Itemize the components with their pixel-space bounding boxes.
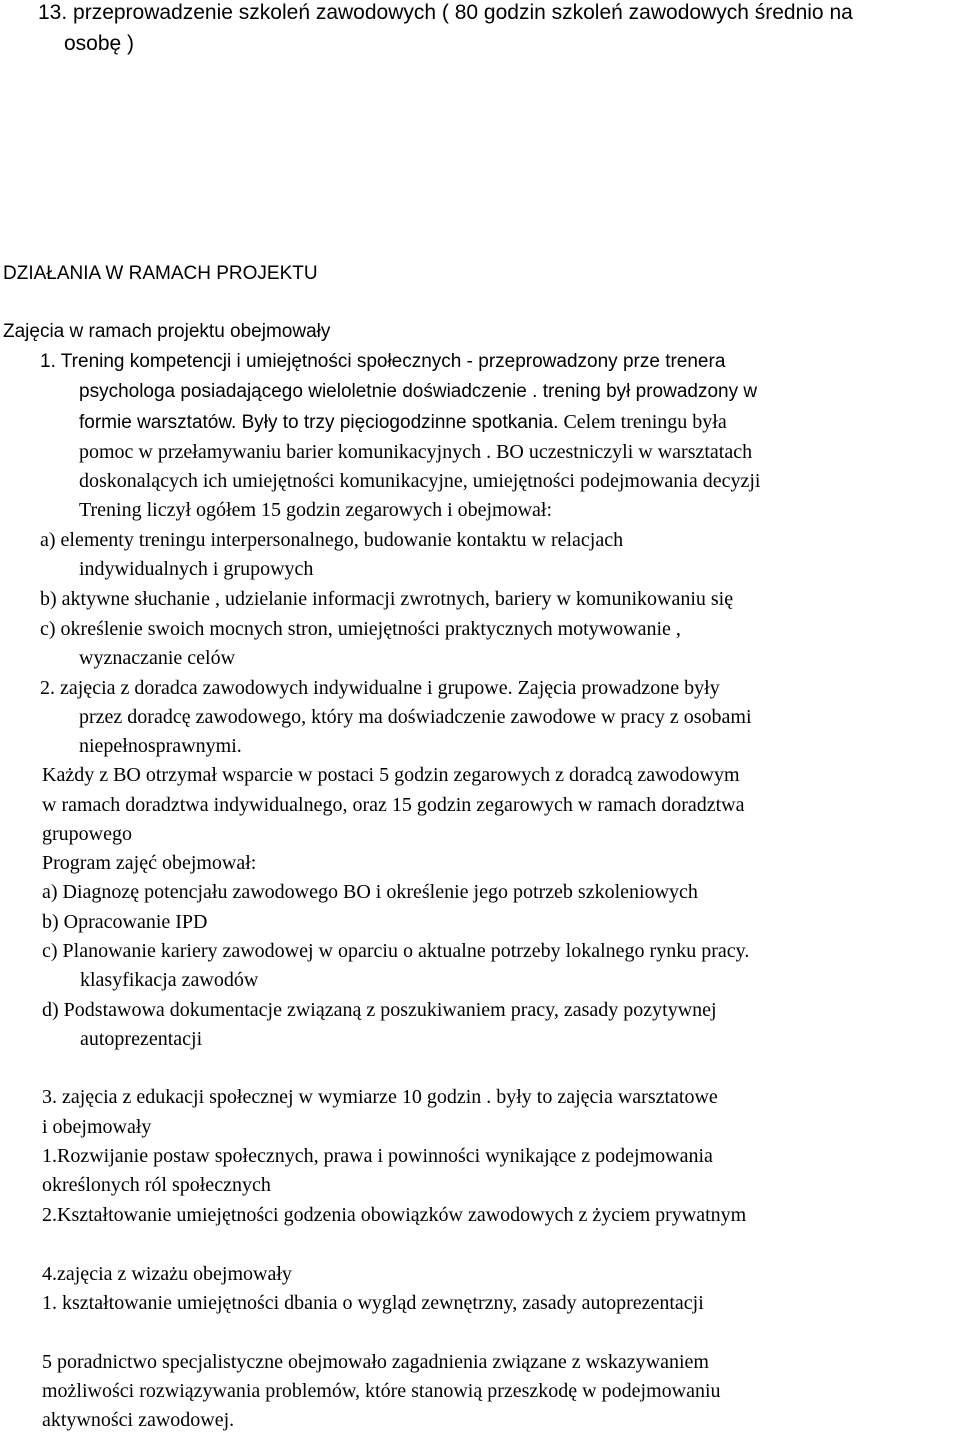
item4-line1: 4.zajęcia z wizażu obejmowały <box>42 1263 292 1285</box>
item1-line6: Trening liczył ogółem 15 godzin zegarowych i obejmował: <box>79 499 553 521</box>
item1-line2: psychologa posiadającego wieloletnie doświadczenie . trening był prowadzony w <box>79 381 758 402</box>
item2-sub-d-line1: d) Podstawowa dokumentacje związaną z poszukiwaniem pracy, zasady pozytywnej <box>42 999 717 1021</box>
item2-line1-tail: Zajęcia prowadzone były <box>517 677 720 699</box>
item2-sub-c-line2: klasyfikacja zawodów <box>80 969 259 991</box>
item2-support-line2: w ramach doradztwa indywidualnego, oraz 15 godzin zegarowych w ramach doradztwa <box>42 794 745 816</box>
item5-line3: aktywności zawodowej. <box>42 1409 235 1431</box>
item2-sub-b: b) Opracowanie IPD <box>42 911 208 933</box>
item1-line5: doskonalących ich umiejętności komunikacyjne, umiejętności podejmowania decyzji <box>79 470 761 492</box>
item2-sub-c-line1: c) Planowanie kariery zawodowej w oparciu o aktualne potrzeby lokalnego rynku pracy. <box>42 940 750 962</box>
item1-line4 <box>79 440 752 464</box>
item1-line1: 1. Trening kompetencji i umiejętności społecznych - przeprowadzony prze trenera <box>40 351 726 372</box>
item1-line4-head: pomoc w przełamywaniu barier komunikacyjnych . <box>79 441 492 463</box>
item3-point1-line2: określonych ról społecznych <box>42 1174 271 1196</box>
item3-line2: i obejmowały <box>42 1116 152 1138</box>
item4-line2: 1. kształtowanie umiejętności dbania o wygląd zewnętrzny, zasady autoprezentacji <box>42 1292 704 1314</box>
item2-line1 <box>40 676 720 700</box>
item1-sub-a-line1: a) elementy treningu interpersonalnego, budowanie kontaktu w relacjach <box>40 529 624 551</box>
item2-sub-a: a) Diagnozę potencjału zawodowego BO i określenie jego potrzeb szkoleniowych <box>42 881 698 903</box>
item2-program: Program zajęć obejmował: <box>42 852 257 874</box>
item2-sub-d-line2: autoprezentacji <box>80 1028 203 1050</box>
item13-heading-line2: osobę ) <box>64 32 135 55</box>
item1-sub-b: b) aktywne słuchanie , udzielanie informacji zwrotnych, bariery w komunikowaniu się <box>40 588 734 610</box>
item1-line3-head: formie warsztatów. Były to trzy pięciogodzinne spotkania. <box>79 412 559 433</box>
item2-line2: przez doradcę zawodowego, który ma doświadczenie zawodowe w pracy z osobami <box>79 706 752 728</box>
item5-line1: 5 poradnictwo specjalistyczne obejmowało zagadnienia związane z wskazywaniem <box>42 1351 709 1373</box>
item2-line1-head: 2. zajęcia z doradca zawodowych indywidualne i grupowe. <box>40 677 513 699</box>
intro-line: Zajęcia w ramach projektu obejmowały <box>3 321 331 342</box>
item1-sub-c-line2: wyznaczanie celów <box>79 647 236 669</box>
item2-line3: niepełnosprawnymi. <box>79 735 242 757</box>
item1-line3 <box>79 410 727 435</box>
item1-line4-tail: BO uczestniczyli w warsztatach <box>496 441 753 463</box>
item13-heading-line1: 13. przeprowadzenie szkoleń zawodowych ( 80 godzin szkoleń zawodowych średnio na <box>38 1 853 24</box>
item2-support-line1: Każdy z BO otrzymał wsparcie w postaci 5 godzin zegarowych z doradcą zawodowym <box>42 764 740 786</box>
item1-line3-tail: Celem treningu była <box>563 411 727 433</box>
item3-point1-line1: 1.Rozwijanie postaw społecznych, prawa i powinności wynikające z podejmowania <box>42 1145 713 1167</box>
item5-line2: możliwości rozwiązywania problemów, które stanowią przeszkodę w podejmowaniu <box>42 1380 721 1402</box>
item3-line1: 3. zajęcia z edukacji społecznej w wymiarze 10 godzin . były to zajęcia warsztatowe <box>42 1086 718 1108</box>
item1-sub-a-line2: indywidualnych i grupowych <box>79 558 314 580</box>
section-title: DZIAŁANIA W RAMACH PROJEKTU <box>3 263 318 284</box>
item2-support-line3: grupowego <box>42 823 132 845</box>
item1-sub-c-line1: c) określenie swoich mocnych stron, umiejętności praktycznych motywowanie , <box>40 618 681 640</box>
item3-point2: 2.Kształtowanie umiejętności godzenia obowiązków zawodowych z życiem prywatnym <box>42 1204 747 1226</box>
